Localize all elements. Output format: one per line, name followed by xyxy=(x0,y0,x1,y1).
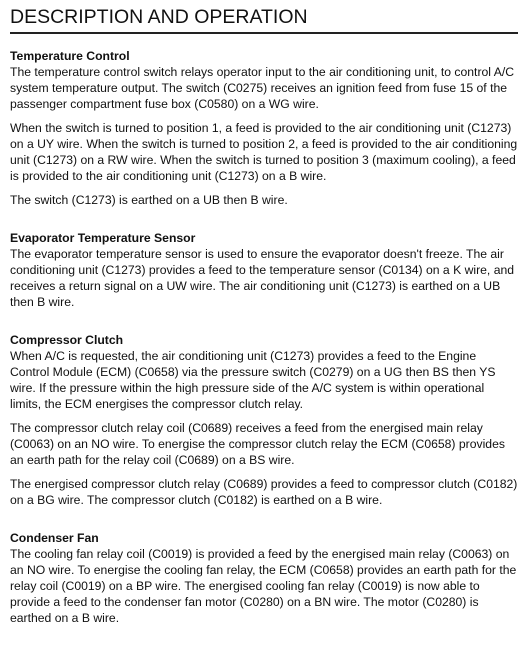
paragraph: The compressor clutch relay coil (C0689) receives a feed from the energised main relay (C0063) on an NO wire. To energise the compressor clutch relay the ECM (C0658) provides an earth path for the relay coil (C0689) on a BS wire. xyxy=(10,421,505,467)
section-evaporator-temperature-sensor xyxy=(10,230,518,310)
paragraph: The cooling fan relay coil (C0019) is provided a feed by the energised main relay (C0063) on an NO wire. To energise the cooling fan relay, the ECM (C0658) provides an earth path for the relay coil (C0019) on a BP wire. The energised cooling fan relay (C0019) is now able to provide a feed to the condenser fan motor (C0280) on a BN wire. The motor (C0280) is earthed on a B wire. xyxy=(10,547,517,625)
section-temperature-control xyxy=(10,48,518,208)
section-heading: Condenser Fan xyxy=(10,531,99,545)
title-divider xyxy=(10,32,518,34)
section-heading: Temperature Control xyxy=(10,49,130,63)
paragraph: When A/C is requested, the air conditioning unit (C1273) provides a feed to the Engine Control Module (ECM) (C0658) via the pressure switch (C0279) on a UG then BS then YS wire. If the pressure within the high pressure side of the A/C system is within operational limits, the ECM energises the compressor clutch relay. xyxy=(10,349,496,411)
section-spacer xyxy=(10,216,518,230)
section-spacer xyxy=(10,516,518,530)
paragraph: When the switch is turned to position 1, a feed is provided to the air conditioning unit (C1273) on a UY wire. When the switch is turned to position 2, a feed is provided to the air conditioning unit (C1273) on a RW wire. When the switch is turned to position 3 (maximum cooling), a feed is provided to the air conditioning unit (C1273) on a B wire. xyxy=(10,121,518,183)
section-compressor-clutch xyxy=(10,332,518,508)
section-heading: Evaporator Temperature Sensor xyxy=(10,231,196,245)
paragraph: The switch (C1273) is earthed on a UB then B wire. xyxy=(10,193,288,207)
section-heading: Compressor Clutch xyxy=(10,333,124,347)
section-spacer xyxy=(10,318,518,332)
paragraph: The temperature control switch relays operator input to the air conditioning unit, to control A/C system temperature output. The switch (C0275) receives an ignition feed from fuse 15 of the passenger compartment fuse box (C0580) on a WG wire. xyxy=(10,65,515,111)
paragraph: The energised compressor clutch relay (C0689) provides a feed to compressor clutch (C0182) on a BG wire. The compressor clutch (C0182) is earthed on a B wire. xyxy=(10,477,518,507)
section-condenser-fan xyxy=(10,530,518,626)
paragraph: The evaporator temperature sensor is used to ensure the evaporator doesn't freeze. The air conditioning unit (C1273) provides a feed to the temperature sensor (C0134) on a K wire, and receives a return signal on a UW wire. The air conditioning unit (C1273) is earthed on a UB then B wire. xyxy=(10,247,515,309)
page-title: DESCRIPTION AND OPERATION xyxy=(10,6,308,28)
